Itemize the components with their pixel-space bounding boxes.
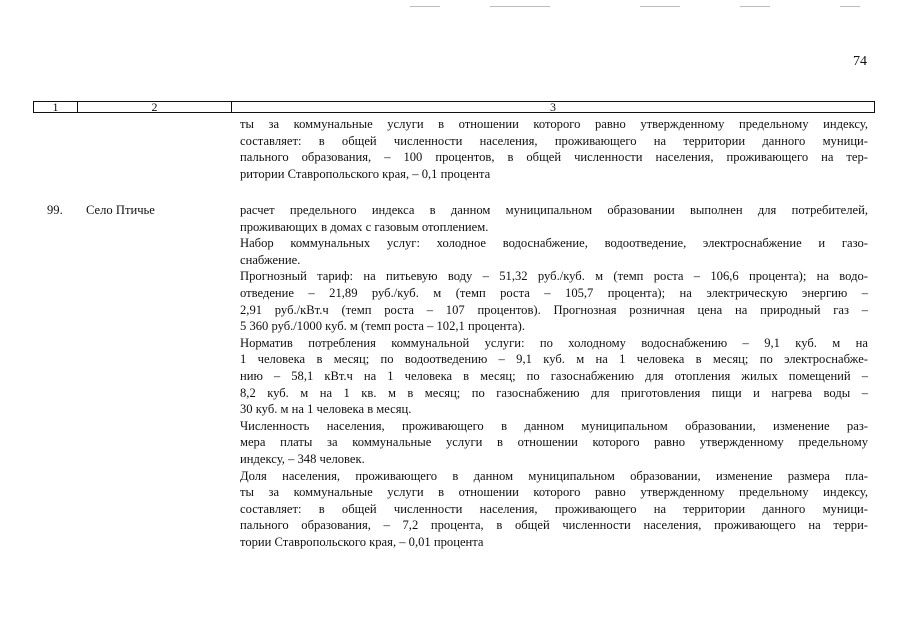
text-line: ты за коммунальные услуги в отношении которого равно утвержденному предельному индексу, <box>240 117 868 131</box>
text-line: ты за коммунальные услуги в отношении которого равно утвержденному предельному индексу, <box>240 485 868 500</box>
text-line: нию – 58,1 кВт.ч на 1 человека в месяц; по газоснабжению для отопления жилых помещений – <box>240 368 868 383</box>
column-number-1: 1 <box>34 102 78 112</box>
text-line: тории Ставропольского края, – 0,01 процента <box>240 534 484 549</box>
text-line: Набор коммунальных услуг: холодное водоснабжение, водоотведение, электроснабжение и газо- <box>240 236 868 251</box>
text-line: пального образования, – 7,2 процента, в общей численности населения, проживающего на терри- <box>240 518 868 533</box>
text-line: 1 человека в месяц; по водоотведению – 9,1 куб. м на 1 человека в месяц; по электроснабже- <box>240 352 868 367</box>
text-line: 2,91 руб./кВт.ч (темп роста – 107 процентов). Прогнозная розничная цена на природный газ – <box>240 302 868 317</box>
text-line: 30 куб. м на 1 человека в месяц. <box>240 402 412 417</box>
text-line: составляет: в общей численности населения, проживающего на территории данного муници- <box>240 501 868 516</box>
scan-speck <box>640 6 680 7</box>
text-line: снабжение. <box>240 252 301 267</box>
text-line: проживающих в домах с газовым отоплением. <box>240 219 489 234</box>
text-line: 5 360 руб./1000 куб. м (темп роста – 102,1 процента). <box>240 319 525 334</box>
text-line: Прогнозный тариф: на питьевую воду – 51,32 руб./куб. м (темп роста – 106,6 процента); на водо- <box>240 269 868 284</box>
text-line: отведение – 21,89 руб./куб. м (темп роста – 105,7 процента); на электрическую энергию – <box>240 285 868 300</box>
text-line: Норматив потребления коммунальной услуги: по холодному водоснабжению – 9,1 куб. м на <box>240 335 868 350</box>
text-line: мера платы за коммунальные услуги в отношении которого равно утвержденному предельному <box>240 435 868 450</box>
scan-speck <box>740 6 770 7</box>
column-number-3: 3 <box>550 100 556 114</box>
text-line: Численность населения, проживающего в данном муниципальном образовании, изменение раз- <box>240 418 868 433</box>
text-line: Доля населения, проживающего в данном муниципальном образовании, изменение размера пла- <box>240 468 868 483</box>
text-line: индексу, – 348 человек. <box>240 451 365 466</box>
text-line: ритории Ставропольского края, – 0,1 процента <box>240 166 491 181</box>
row-number: 99. <box>47 203 63 217</box>
text-line: пального образования, – 100 процентов, в общей численности населения, проживающего на тер- <box>240 150 868 165</box>
scan-speck <box>490 6 550 7</box>
scan-speck <box>410 6 440 7</box>
continuation-text <box>240 116 868 182</box>
column-number-2: 2 <box>78 102 232 112</box>
text-line: расчет предельного индекса в данном муниципальном образовании выполнен для потребителей, <box>240 203 868 217</box>
text-line: составляет: в общей численности населения, проживающего на территории данного муници- <box>240 133 868 148</box>
page-number: 74 <box>853 54 867 69</box>
table-column-header <box>33 101 875 113</box>
scan-speck <box>840 6 860 7</box>
text-line: 8,2 куб. м на 1 кв. м в месяц; по газоснабжению для приготовления пищи и нагрева воды – <box>240 385 868 400</box>
settlement-name: Село Птичье <box>86 203 155 217</box>
row-description <box>240 202 868 550</box>
